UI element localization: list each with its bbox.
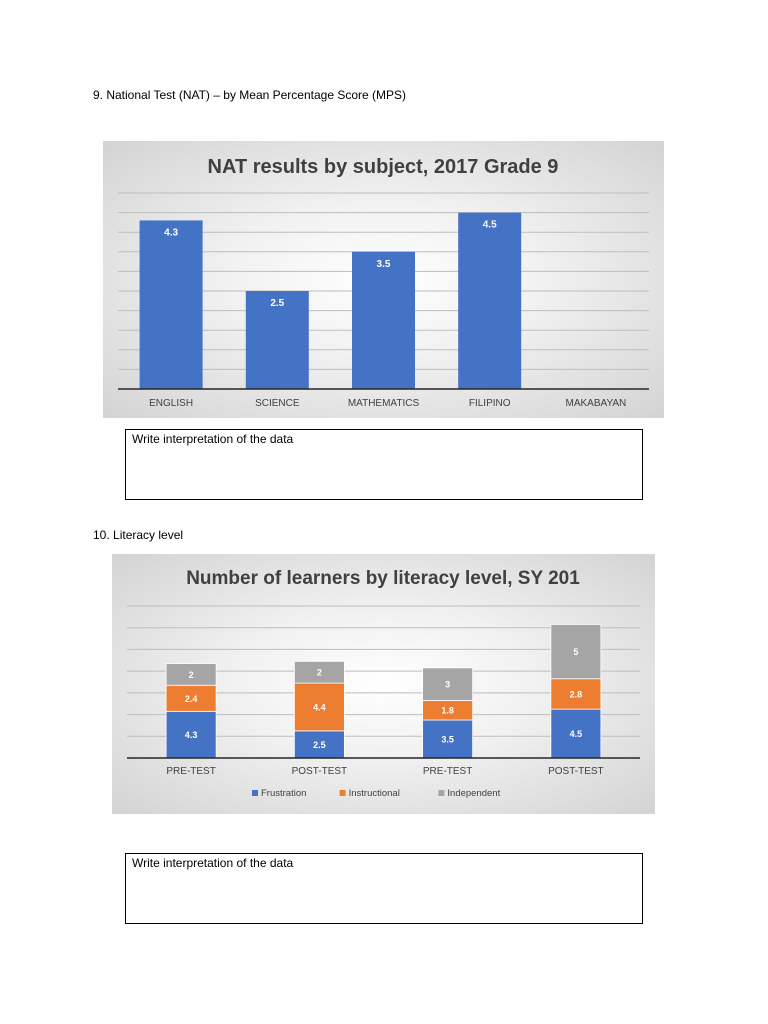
data-label: 4.4 — [313, 702, 326, 713]
bar — [458, 213, 521, 389]
data-label: 3.5 — [441, 734, 454, 745]
data-label: 4.5 — [482, 219, 497, 231]
data-label: 1.8 — [441, 705, 454, 716]
interpretation-box-2[interactable] — [125, 853, 643, 924]
nat-chart-svg — [103, 141, 664, 418]
chart-title: Number of learners by literacy level, SY 201 — [186, 568, 580, 589]
bar — [352, 252, 415, 389]
x-tick-label: PRE-TEST — [422, 766, 473, 777]
chart-title: NAT results by subject, 2017 Grade 9 — [207, 156, 559, 178]
data-label: 2 — [316, 667, 322, 678]
data-label: 2 — [188, 669, 194, 680]
data-label: 2.5 — [270, 298, 285, 309]
data-label: 4.5 — [569, 729, 583, 740]
interpretation-label: Write interpretation of the data — [132, 856, 294, 870]
data-label: 2.4 — [184, 693, 198, 704]
data-label: 2.8 — [569, 689, 583, 700]
interpretation-label: Write interpretation of the data — [132, 432, 294, 446]
data-label: 5 — [573, 647, 579, 658]
nat-results-chart — [103, 141, 664, 418]
legend-swatch — [340, 790, 346, 796]
x-tick-label: POST-TEST — [291, 766, 348, 777]
x-tick-label: PRE-TEST — [166, 766, 216, 777]
data-label: 2.5 — [313, 739, 326, 750]
bar — [140, 220, 203, 389]
legend-label: Instructional — [348, 788, 400, 799]
literacy-chart-svg — [112, 554, 655, 814]
section-9-heading: 9. National Test (NAT) – by Mean Percentage Score (MPS) — [93, 88, 407, 102]
x-tick-label: MAKABAYAN — [565, 398, 627, 409]
x-tick-label: ENGLISH — [149, 398, 194, 409]
legend-swatch — [438, 790, 444, 796]
data-label: 4.3 — [164, 227, 179, 239]
data-label: 4.3 — [184, 730, 198, 741]
section-10-heading: 10. Literacy level — [93, 528, 184, 542]
legend-swatch — [252, 790, 258, 796]
data-label: 3.5 — [376, 258, 391, 270]
x-tick-label: POST-TEST — [548, 766, 604, 777]
legend-label: Frustration — [261, 788, 307, 799]
x-tick-label: SCIENCE — [255, 398, 300, 409]
literacy-level-chart — [112, 554, 655, 814]
legend-label: Independent — [447, 788, 501, 799]
x-tick-label: MATHEMATICS — [347, 398, 420, 409]
x-tick-label: FILIPINO — [468, 398, 511, 409]
interpretation-box-1[interactable] — [125, 429, 643, 500]
data-label: 3 — [445, 679, 451, 690]
